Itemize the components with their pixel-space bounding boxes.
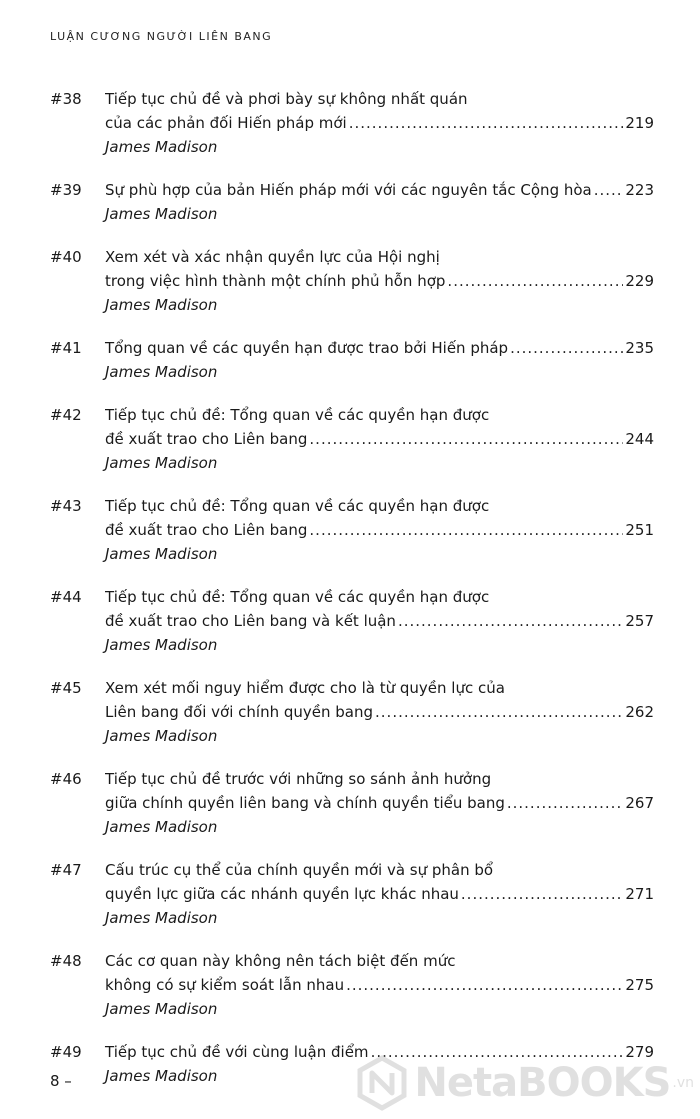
dot-leader [309, 427, 623, 451]
entry-page-number: 251 [625, 521, 654, 539]
entry-author: James Madison [105, 363, 218, 381]
entry-number: #42 [50, 406, 82, 424]
entry-page-number: 235 [625, 339, 654, 357]
netabooks-logo-icon [354, 1055, 410, 1111]
toc-entry [50, 949, 654, 1021]
entry-title-line: Xem xét và xác nhận quyền lực của Hội nghị [105, 248, 440, 266]
entry-number: #45 [50, 679, 82, 697]
toc-entry [50, 87, 654, 159]
entry-author: James Madison [105, 296, 218, 314]
toc-entry [50, 403, 654, 475]
entry-author: James Madison [105, 636, 218, 654]
entry-title-line: đề xuất trao cho Liên bang và kết luận [105, 612, 396, 630]
dot-leader [349, 111, 624, 135]
entry-title-line: Xem xét mối nguy hiểm được cho là từ quyền lực của [105, 679, 505, 697]
watermark [354, 1055, 694, 1111]
entry-number: #44 [50, 588, 82, 606]
toc-entry [50, 494, 654, 566]
entry-page-number: 279 [625, 1043, 654, 1061]
entry-number: #43 [50, 497, 82, 515]
entry-number: #46 [50, 770, 82, 788]
entry-title-line: Cấu trúc cụ thể của chính quyền mới và sự phân bổ [105, 861, 494, 879]
dot-leader [346, 973, 623, 997]
dot-leader [375, 700, 623, 724]
entry-author: James Madison [105, 454, 218, 472]
dot-leader [507, 791, 624, 815]
entry-author: James Madison [105, 818, 218, 836]
dot-leader [510, 336, 623, 360]
entry-title-line: trong việc hình thành một chính phủ hỗn hợp [105, 272, 446, 290]
entry-author: James Madison [105, 545, 218, 563]
entry-page-number: 223 [625, 181, 654, 199]
dot-leader [594, 178, 624, 202]
entry-title-line: Tiếp tục chủ đề: Tổng quan về các quyền hạn được [105, 406, 490, 424]
entry-title-line: Sự phù hợp của bản Hiến pháp mới với các nguyên tắc Cộng hòa [105, 181, 592, 199]
entry-number: #38 [50, 90, 82, 108]
table-of-contents [50, 87, 654, 1107]
entry-author: James Madison [105, 909, 218, 927]
toc-entry [50, 858, 654, 930]
entry-number: #48 [50, 952, 82, 970]
watermark-tld: .vn [672, 1075, 694, 1091]
entry-author: James Madison [105, 1067, 218, 1085]
dot-leader [398, 609, 623, 633]
watermark-brand: NetaBOOKS [414, 1060, 671, 1106]
entry-title-line: Tiếp tục chủ đề với cùng luận điểm [105, 1043, 369, 1061]
dot-leader [309, 518, 623, 542]
entry-title-line: quyền lực giữa các nhánh quyền lực khác nhau [105, 885, 459, 903]
entry-page-number: 262 [625, 703, 654, 721]
toc-entry [50, 245, 654, 317]
entry-page-number: 257 [625, 612, 654, 630]
toc-entry [50, 676, 654, 748]
entry-title-line: của các phản đối Hiến pháp mới [105, 114, 347, 132]
dot-leader [447, 269, 623, 293]
entry-title-line: Tiếp tục chủ đề: Tổng quan về các quyền hạn được [105, 497, 490, 515]
entry-title-line: đề xuất trao cho Liên bang [105, 430, 308, 448]
entry-page-number: 244 [625, 430, 654, 448]
entry-author: James Madison [105, 205, 218, 223]
entry-title-line: Liên bang đối với chính quyền bang [105, 703, 374, 721]
entry-number: #47 [50, 861, 82, 879]
entry-title-line: Tổng quan về các quyền hạn được trao bởi Hiến pháp [105, 339, 509, 357]
entry-author: James Madison [105, 727, 218, 745]
dot-leader [461, 882, 623, 906]
entry-title-line: giữa chính quyền liên bang và chính quyền tiểu bang [105, 794, 505, 812]
entry-title-line: đề xuất trao cho Liên bang [105, 521, 308, 539]
running-head: LUẬN CƯƠNG NGƯỜI LIÊN BANG [50, 30, 273, 43]
page-number: 8 – [50, 1072, 72, 1090]
entry-page-number: 275 [625, 976, 654, 994]
entry-number: #40 [50, 248, 82, 266]
entry-number: #41 [50, 339, 82, 357]
entry-page-number: 271 [625, 885, 654, 903]
toc-entry [50, 336, 654, 384]
entry-title-line: Tiếp tục chủ đề: Tổng quan về các quyền hạn được [105, 588, 490, 606]
toc-entry [50, 585, 654, 657]
entry-number: #49 [50, 1043, 82, 1061]
entry-title-line: Các cơ quan này không nên tách biệt đến mức [105, 952, 456, 970]
entry-title-line: không có sự kiểm soát lẫn nhau [105, 976, 345, 994]
entry-page-number: 219 [625, 114, 654, 132]
entry-author: James Madison [105, 1000, 218, 1018]
entry-number: #39 [50, 181, 82, 199]
toc-entry [50, 767, 654, 839]
entry-page-number: 267 [625, 794, 654, 812]
entry-page-number: 229 [625, 272, 654, 290]
toc-entry [50, 178, 654, 226]
entry-title-line: Tiếp tục chủ đề trước với những so sánh ảnh hưởng [105, 770, 492, 788]
entry-title-line: Tiếp tục chủ đề và phơi bày sự không nhất quán [105, 90, 468, 108]
entry-author: James Madison [105, 138, 218, 156]
